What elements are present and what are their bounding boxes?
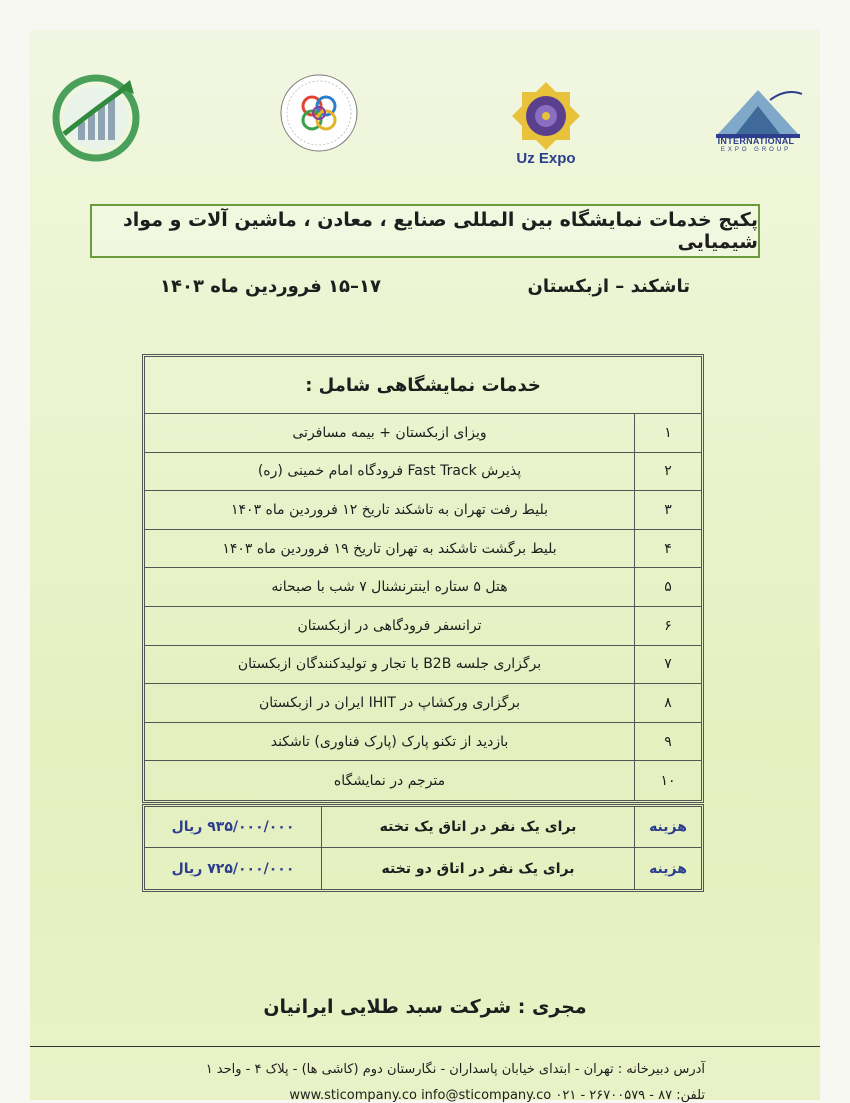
row-number: ۳ <box>634 491 701 529</box>
row-number: ۹ <box>634 723 701 761</box>
table-row <box>145 684 701 723</box>
organizer-name: مجری : شرکت سبد طلایی ایرانیان <box>263 996 587 1018</box>
table-row <box>145 807 701 848</box>
table-row <box>145 646 701 685</box>
cost-price: ۹۳۵/۰۰۰/۰۰۰ ریال <box>171 819 295 835</box>
service-text: برگزاری جلسه B2B با تجار و تولیدکنندگان ازبکستان <box>237 656 542 673</box>
event-dates: ۱۷–۱۵ فروردین ماه ۱۴۰۳ <box>160 276 381 297</box>
services-table <box>142 354 704 803</box>
ieg-sublabel: EXPO GROUP <box>720 147 792 153</box>
service-text: بلیط برگشت تاشکند به تهران تاریخ ۱۹ فروردین ماه ۱۴۰۳ <box>222 540 557 557</box>
services-heading: خدمات نمایشگاهی شامل : <box>145 357 701 414</box>
table-row <box>145 723 701 762</box>
table-row <box>145 761 701 800</box>
row-number: ۷ <box>634 646 701 684</box>
growth-chart-logo <box>50 72 142 164</box>
service-text: بازدید از تکنو پارک (پارک فناوری) تاشکند <box>270 733 509 750</box>
row-number: ۶ <box>634 607 701 645</box>
cost-label: هزینه <box>634 807 701 847</box>
table-row <box>145 530 701 569</box>
office-address: آدرس دبیرخانه : تهران - ابتدای خیابان پاسداران - نگارستان دوم (کاشی ها) - پلاک ۴ - واحد ۱ <box>205 1062 705 1077</box>
service-text: مترجم در نمایشگاه <box>333 772 446 789</box>
cost-label: هزینه <box>634 848 701 889</box>
cost-description: برای یک نفر در اتاق یک تخته <box>321 807 634 847</box>
table-row <box>145 568 701 607</box>
service-text: برگزاری ورکشاپ در IHIT ایران در ازبکستان <box>259 694 521 711</box>
table-row <box>145 607 701 646</box>
cost-table <box>142 804 704 892</box>
row-number: ۵ <box>634 568 701 606</box>
trade-promotion-logo <box>278 72 360 154</box>
contact-info: تلفن: ۸۷ - ۲۶۷۰۰۵۷۹ - ۰۲۱ www.sticompany.co info@sticompany.co <box>289 1088 705 1103</box>
cost-price: ۷۲۵/۰۰۰/۰۰۰ ریال <box>171 860 295 877</box>
service-text: ترانسفر فرودگاهی در ازبکستان <box>297 617 482 634</box>
ieg-label: INTERNATIONAL <box>717 136 795 146</box>
table-row <box>145 414 701 453</box>
row-number: ۴ <box>634 530 701 568</box>
service-text: پذیرش Fast Track فرودگاه امام خمینی (ره) <box>257 463 522 480</box>
table-row <box>145 453 701 492</box>
uz-expo-label: Uz Expo <box>516 150 576 167</box>
table-row <box>145 491 701 530</box>
service-text: ویزای ازبکستان + بیمه مسافرتی <box>292 424 487 441</box>
footer-divider <box>30 1046 820 1047</box>
page-title: پکیج خدمات نمایشگاه بین المللی صنایع ، معادن ، ماشین آلات و مواد شیمیایی <box>90 204 760 258</box>
row-number: ۱ <box>634 414 701 452</box>
table-row <box>145 848 701 889</box>
event-location: تاشکند – ازبکستان <box>527 276 690 297</box>
service-text: هتل ۵ ستاره اینترنشنال ۷ شب با صبحانه <box>271 579 508 596</box>
row-number: ۸ <box>634 684 701 722</box>
row-number: ۲ <box>634 453 701 491</box>
row-number: ۱۰ <box>634 761 701 800</box>
service-text: بلیط رفت تهران به تاشکند تاریخ ۱۲ فروردین ماه ۱۴۰۳ <box>231 501 548 518</box>
cost-description: برای یک نفر در اتاق دو تخته <box>321 848 634 889</box>
